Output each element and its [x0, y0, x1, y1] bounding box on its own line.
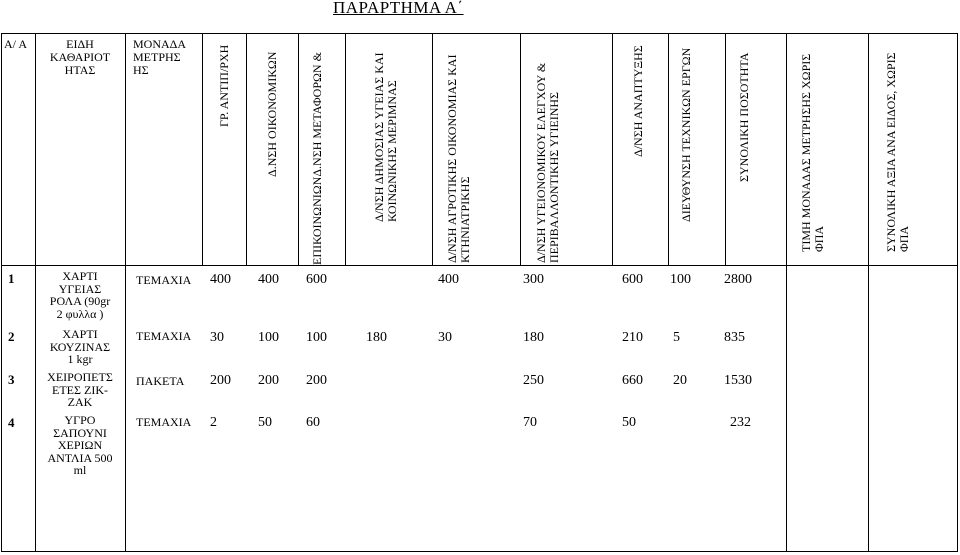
item-line: ΧΕΙΡΟΠΕΤΣ — [47, 370, 113, 384]
item-name — [41, 328, 119, 366]
qty-cell: 600 — [306, 272, 327, 287]
header-item — [44, 38, 116, 77]
qty-cell: 20 — [673, 373, 687, 388]
header-aa-label: Α/ Α — [4, 37, 28, 51]
qty-cell: 5 — [673, 330, 680, 345]
row-number: 1 — [8, 271, 15, 286]
item-line: ΧΑΡΤΙ — [62, 327, 98, 341]
header-aa — [4, 38, 32, 51]
qty-cell: 210 — [622, 330, 643, 345]
item-line: ZAK — [67, 395, 93, 409]
qty-cell: 180 — [366, 330, 387, 345]
qty-cell: 60 — [306, 415, 320, 430]
header-col10-line1: ΤΙΜΗ ΜΟΝΑΔΑΣ ΜΕΤΡΗΣΗΣ ΧΩΡΙΣ — [799, 53, 813, 252]
page-title: ΠΑΡΑΡΤΗΜΑ Α΄ — [333, 0, 464, 17]
header-col10 — [800, 37, 826, 252]
header-col4-line1: Δ/ΝΣΗ ΔΗΜΟΣΙΑΣ ΥΓΕΙΑΣ ΚΑΙ — [372, 52, 386, 222]
col-divider — [298, 33, 299, 265]
qty-cell: 180 — [523, 330, 544, 345]
header-col11-line1: ΣΥΝΟΛΙΚΗ ΑΞΙΑ ΑΝΑ ΕΙΔΟΣ, ΧΩΡΙΣ — [884, 52, 898, 252]
header-col6 — [535, 37, 561, 263]
qty-cell: 2800 — [724, 272, 752, 287]
col-divider — [35, 33, 36, 552]
qty-cell: 400 — [258, 272, 279, 287]
header-col5-line2: ΚΤΗΝΙΑΤΡΙΚΗΣ — [458, 176, 472, 263]
qty-cell: 100 — [670, 272, 691, 287]
qty-cell: 1530 — [724, 373, 752, 388]
item-line: ΧΑΡΤΙ — [62, 269, 98, 283]
qty-cell: 100 — [306, 330, 327, 345]
item-name — [41, 414, 119, 477]
header-col9: ΣΥΝΟΛΙΚΗ ΠΟΣΟΤΗΤΑ — [737, 52, 751, 182]
header-col10-line2: ΦΠΑ — [812, 225, 826, 252]
qty-cell: 660 — [622, 373, 643, 388]
qty-cell: 50 — [622, 415, 636, 430]
qty-cell: 30 — [438, 330, 452, 345]
row-number: 3 — [8, 372, 15, 387]
item-line: 1 kgr — [67, 352, 93, 366]
item-line: 2 φυλλα ) — [56, 306, 104, 321]
header-col8: ΔΙΕΥΘΥΝΣΗ ΤΕΧΝΙΚΩΝ ΕΡΓΩΝ — [679, 47, 693, 222]
col-divider — [432, 33, 433, 265]
row-number: 4 — [8, 415, 15, 430]
col-divider — [246, 33, 247, 265]
col-divider — [668, 33, 669, 265]
header-col3: ΕΠΙΚΟΙΝΩΝΙΩΝΔ.ΝΣΗ ΜΕΤΑΦΟΡΩΝ & — [310, 52, 324, 265]
item-line: ΑΝΤΛΙΑ 500 — [47, 450, 113, 465]
header-divider — [1, 265, 958, 266]
item-line: ΥΓΕΙΑΣ — [58, 281, 102, 296]
header-col5 — [446, 37, 472, 263]
unit-value: ΤΕΜΑΧΙΑ — [136, 329, 192, 343]
header-unit-label: ΜΟΝΑΔΑ ΜΕΤΡΗΣ ΗΣ — [133, 37, 186, 77]
qty-cell: 835 — [724, 330, 745, 345]
qty-cell: 250 — [523, 373, 544, 388]
header-col2: Δ.ΝΣΗ ΟΙΚΟΝΟΜΙΚΩΝ — [265, 51, 279, 177]
header-col7: Δ/ΝΣΗ ΑΝΑΠΤΥΞΗΣ — [631, 45, 645, 157]
qty-cell: 100 — [258, 330, 279, 345]
unit-value: ΤΕΜΑΧΙΑ — [136, 273, 192, 287]
qty-cell: 300 — [523, 272, 544, 287]
item-line: ml — [73, 463, 87, 477]
qty-cell: 70 — [523, 415, 537, 430]
row-number: 2 — [8, 329, 15, 344]
header-unit — [133, 38, 193, 77]
col-divider — [786, 33, 787, 552]
col-divider — [520, 33, 521, 265]
header-item-label: ΕΙΔΗ ΚΑΘΑΡΙΟΤ ΗΤΑΣ — [49, 37, 111, 77]
header-col4-line2: ΚΟΙΝΩΝΙΚΗΣ ΜΕΡΙΜΝΑΣ — [385, 80, 399, 222]
item-line: ΧΕΡΙΩΝ — [57, 438, 103, 452]
col-divider — [725, 33, 726, 265]
qty-cell: 200 — [258, 373, 279, 388]
header-col11 — [885, 37, 911, 252]
header-col6-line2: ΠΕΡΙΒΑΛΛΟΝΤΙΚΗΣ ΥΓΙΕΙΝΗΣ — [547, 91, 561, 263]
header-col11-line2: ΦΠΑ — [897, 225, 911, 252]
item-line: ΥΓΡΟ — [64, 413, 96, 427]
qty-cell: 200 — [306, 373, 327, 388]
item-name — [41, 371, 119, 409]
qty-cell: 400 — [438, 272, 459, 287]
qty-cell: 200 — [210, 373, 231, 388]
qty-cell: 2 — [210, 415, 217, 430]
unit-value: ΠΑΚΕΤΑ — [136, 374, 185, 388]
col-divider — [202, 33, 203, 265]
qty-cell: 232 — [730, 415, 751, 430]
header-col4 — [373, 37, 399, 222]
item-name — [41, 270, 119, 320]
qty-cell: 400 — [210, 272, 231, 287]
qty-cell: 50 — [258, 415, 272, 430]
item-line: ΕΤΕΣ ZIK- — [52, 382, 108, 397]
qty-cell: 30 — [210, 330, 224, 345]
item-line: ΡΟΛΑ (90gr — [49, 294, 111, 308]
qty-cell: 600 — [622, 272, 643, 287]
header-col6-line1: Δ/ΝΣΗ ΥΓΕΙΟΝΟΜΙΚΟΥ ΕΛΕΓΧΟΥ & — [534, 62, 548, 263]
item-line: ΣΑΠΟΥΝΙ — [53, 425, 107, 440]
unit-value: ΤΕΜΑΧΙΑ — [136, 415, 192, 429]
item-line: ΚΟΥΖΙΝΑΣ — [49, 339, 111, 354]
header-col1: ΓΡ. ΑΝΤΙΠ/ΡΧΗ — [217, 44, 231, 127]
col-divider — [125, 33, 126, 552]
col-divider — [612, 33, 613, 265]
col-divider — [345, 33, 346, 265]
header-col5-line1: Δ/ΝΣΗ ΑΓΡΟΤΙΚΗΣ ΟΙΚΟΝΟΜΙΑΣ ΚΑΙ — [445, 54, 459, 263]
col-divider — [868, 33, 869, 552]
